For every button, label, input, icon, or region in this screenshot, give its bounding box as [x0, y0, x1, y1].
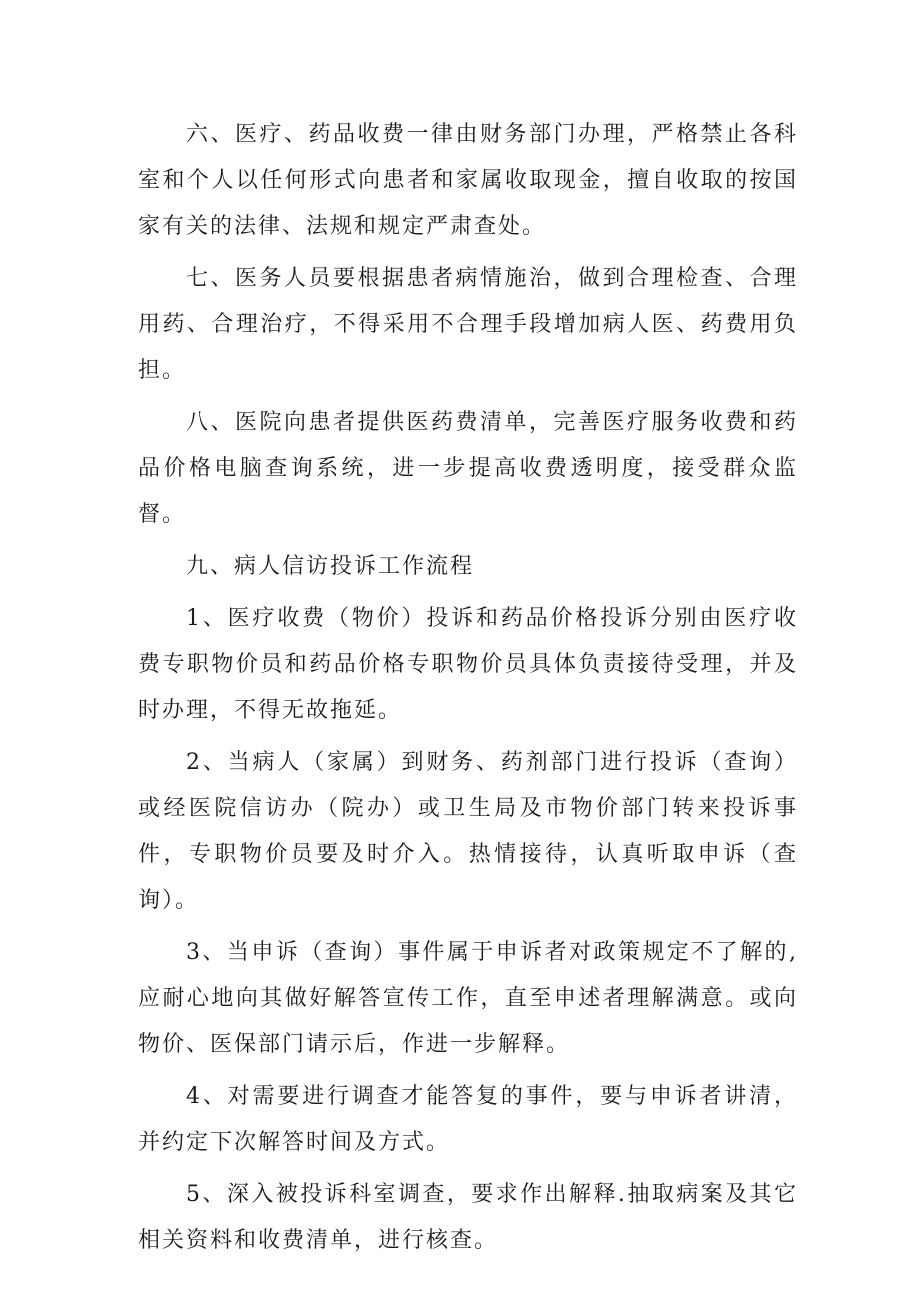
document-body [138, 112, 798, 1270]
process-step-2: 2、当病人（家属）到财务、药剂部门进行投诉（查询）或经医院信访办（院办）或卫生局及市物价部门转来投诉事件，专职物价员要及时介入。热情接待，认真听取申诉（查询）。 [138, 750, 798, 913]
process-step-5: 5、深入被投诉科室调查，要求作出解释.抽取病案及其它相关资料和收费清单，进行核查。 [138, 1182, 798, 1253]
process-step-3: 3、当申诉（查询）事件属于申诉者对政策规定不了解的,应耐心地向其做好解答宣传工作，直至申述者理解满意。或向物价、医保部门请示后，作进一步解释。 [138, 940, 798, 1057]
paragraph-6-billing-rule: 六、医疗、药品收费一律由财务部门办理，严格禁止各科室和个人以任何形式向患者和家属收取现金，擅自收取的按国家有关的法律、法规和规定严肃查处。 [138, 122, 798, 239]
section-heading-complaint-process: 九、病人信访投诉工作流程 [186, 554, 475, 579]
paragraph-7-reasonable-treatment: 七、医务人员要根据患者病情施治，做到合理检查、合理用药、合理治疗，不得采用不合理手段增加病人医、药费用负担。 [138, 266, 798, 383]
process-step-4: 4、对需要进行调查才能答复的事件，要与申诉者讲清，并约定下次解答时间及方式。 [138, 1084, 798, 1155]
paragraph-8-fee-transparency: 八、医院向患者提供医药费清单，完善医疗服务收费和药品价格电脑查询系统，进一步提高收费透明度，接受群众监督。 [138, 410, 798, 527]
process-step-1: 1、医疗收费（物价）投诉和药品价格投诉分别由医疗收费专职物价员和药品价格专职物价员具体负责接待受理，并及时办理，不得无故拖延。 [138, 606, 798, 723]
